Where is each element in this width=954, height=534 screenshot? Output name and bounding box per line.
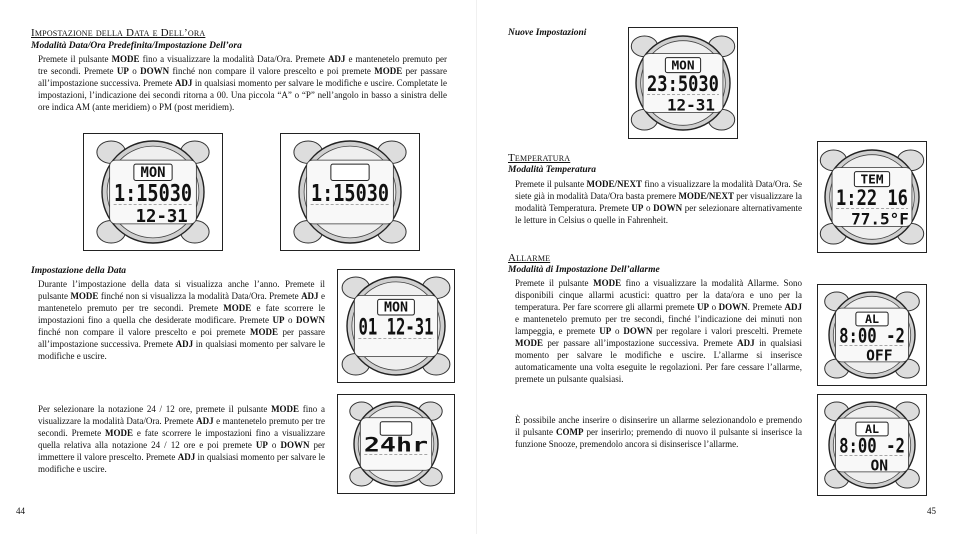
watch-drawing <box>83 133 223 251</box>
subheading-default-mode: Modalità Data/Ora Predefinita/Impostazione Dell’ora <box>31 41 242 51</box>
watch-drawing <box>817 284 927 386</box>
watch-time-display: 8:00 -2 <box>839 324 905 348</box>
paragraph-alarm-toggle: È possibile anche inserire o disinserire un allarme selezionandolo e premendo il pulsante COMP per inserirlo; premendo di nuovo il pulsante si inserisce la funzione Snooze, premendolo ancora si disinserisce l’allarme. <box>515 415 803 449</box>
section-heading-date-time: Impostazione della Data e Dell’ora <box>31 27 206 39</box>
watch-illustration-6 <box>817 141 927 253</box>
watch-drawing <box>337 394 455 494</box>
watch-illustration-1 <box>83 133 223 251</box>
page-number: 44 <box>16 506 25 516</box>
subheading-date-setting: Impostazione della Data <box>31 266 127 276</box>
watch-time-display: 24hr <box>363 433 429 457</box>
page-number: 45 <box>927 506 936 516</box>
watch-illustration-8 <box>817 394 927 496</box>
watch-drawing <box>817 141 927 253</box>
watch-top-label: MON <box>383 300 409 316</box>
watch-date-display: 77.5°F <box>851 209 909 229</box>
watch-drawing <box>280 133 420 251</box>
watch-illustration-3 <box>337 269 455 383</box>
paragraph-24-12-notation: Per selezionare la notazione 24 / 12 ore, premete il pulsante MODE fino a visualizzare la modalità Data/Ora. Premete ADJ e mantenetelo premuto per tre secondi. Premete MODE e fate scorrere le impostazioni fino a visualizzare quella relativa alla notazione 24 / 12 ore e poi premete UP o DOWN per immettere il valore prescelto. Premete ADJ in qualsiasi momento per salvare le modifiche e uscire. <box>38 404 326 474</box>
section-heading-temperature: Temperatura <box>508 152 571 164</box>
watch-drawing <box>337 269 455 383</box>
watch-time-display: 01 12-31 <box>358 314 434 341</box>
subheading-temperature-mode: Modalità Temperatura <box>508 165 597 175</box>
watch-top-label: AL <box>864 421 880 436</box>
watch-illustration-4 <box>337 394 455 494</box>
watch-top-label: AL <box>864 311 880 326</box>
watch-time-display: 8:00 -2 <box>839 434 905 458</box>
paragraph-temperature: Premete il pulsante MODE/NEXT fino a visualizzare la modalità Data/Ora. Se siete già in modalità Data/Ora basta premere MODE/NEXT per visualizzare la modalità Temperatura. Premete UP o DOWN per selezionare alternativamente le letture in Celsius o quelle in Fahrenheit. <box>515 179 803 225</box>
paragraph-time-setting: Premete il pulsante MODE fino a visualizzare la modalità Data/Ora. Premete ADJ e mantenetelo premuto per tre secondi. Premete UP o DOWN finché non compare il valore prescelto e poi premete MODE per passare all’impostazione successiva. Premete ADJ in qualsiasi momento per salvare le modifiche e uscire. Completate le impostazioni, l’indicazione dei secondi ritorna a 00. Una piccola “A” o “P” nell’angolo in basso a sinistra delle ore indica AM (ante meridiem) o PM (post meridiem). <box>38 54 448 112</box>
watch-illustration-2 <box>280 133 420 251</box>
paragraph-date-setting: Durante l’impostazione della data si visualizza anche l’anno. Premete il pulsante MODE finché non si visualizza la modalità Data/Ora. Premete ADJ e mantenetelo premuto per tre secondi. Premete MODE e fate scorrere le impostazioni fino a quella che desiderate modificare. Premete UP o DOWN finché non compare il valore prescelto e poi premete MODE per passare all’impostazione successiva. Premete ADJ in qualsiasi momento per salvare le modifiche e uscire. <box>38 279 325 361</box>
subheading-alarm-mode: Modalità di Impostazione Dell’allarme <box>508 265 660 275</box>
watch-time-display: 1:15030 <box>310 178 390 207</box>
right-page <box>477 0 954 534</box>
watch-drawing <box>628 27 738 139</box>
section-heading-alarm: Allarme <box>508 252 551 264</box>
watch-time-display: 23:5030 <box>647 72 719 98</box>
watch-drawing <box>817 394 927 496</box>
watch-illustration-5 <box>628 27 738 139</box>
watch-date-display: 12-31 <box>135 207 188 228</box>
new-settings-label: Nuove Impostazioni <box>508 28 587 38</box>
paragraph-alarm: Premete il pulsante MODE fino a visualizzare la modalità Allarme. Sono disponibili cinque allarmi acustici: quattro per la data/ora e uno per la temperatura. Per fare scorrere gli allarmi premete UP o DOWN. Premete ADJ e mantenetelo premuto per tre secondi, finché l’indicazione dei minuti non lampeggia, e premete UP o DOWN per regolare i valori prescelti. Premete MODE per passare all’impostazione successiva. Premete ADJ in qualsiasi momento per salvare le modifiche e uscire. L’allarme si inserisce automaticamente una volta eseguite le regolazioni. Per fare cessare l’allarme, premete un pulsante qualsiasi. <box>515 278 803 384</box>
watch-time-display: 1:22 16 <box>836 186 908 212</box>
watch-time-display: 1:15030 <box>113 178 193 207</box>
watch-top-label: MON <box>671 58 695 74</box>
watch-date-display: 12-31 <box>666 95 716 115</box>
watch-date-display: ON <box>870 457 889 475</box>
watch-illustration-7 <box>817 284 927 386</box>
watch-top-label: MON <box>140 164 166 181</box>
watch-date-display: OFF <box>866 347 893 365</box>
watch-top-label: TEM <box>860 172 884 188</box>
